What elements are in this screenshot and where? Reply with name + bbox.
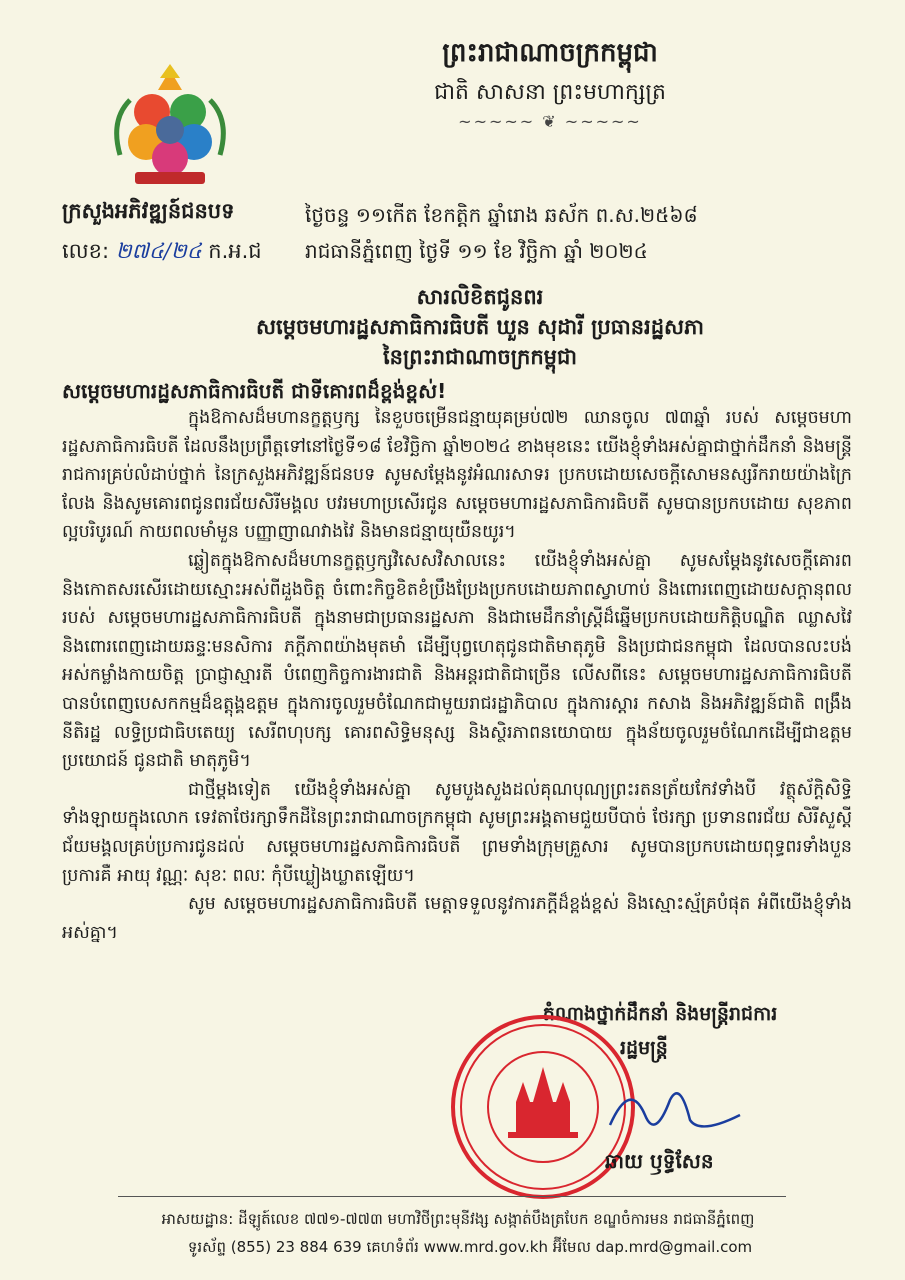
reference-number-label: លេខ: [62,239,110,263]
body-paragraph-4: សូម សម្តេចមហារដ្ឋសភាធិការធិបតី មេត្តាទទួលនូវការភក្តីដ៏ខ្ពង់ខ្ពស់ និងស្មោះស្ម័គ្របំផុត អំពីយើងខ្ញុំទាំងអស់គ្នា។ [62,894,852,943]
salutation: សម្តេចមហារដ្ឋសភាធិការធិបតី ជាទីគោរពដ៏ខ្ពង់ខ្ពស់! [62,379,447,403]
signature-block-title: តំណាងថ្នាក់ដឹកនាំ និងមន្ត្រីរាជការ [542,1003,778,1025]
handwritten-signature-icon [600,1070,750,1150]
footer-contact: ទូរស័ព្ទ (855) 23 884 639 គេហទំព័រ www.mrd.gov.kh អ៊ីមែល dap.mrd@gmail.com [187,1238,753,1256]
signatory-role: រដ្ឋមន្ត្រី [620,1037,668,1059]
ministry-name: ក្រសួងអភិវឌ្ឍន៍ជនបទ [62,199,235,223]
title-line-3: នៃព្រះរាជាណាចក្រកម្ពុជា [382,345,577,369]
body-paragraph-1: ក្នុងឱកាសដ៏មហានក្ខត្តឫក្ស នៃខួបចម្រើនជន្មាយុគម្រប់៧២ ឈានចូល ៧៣ឆ្នាំ របស់ សម្តេចមហារដ្ឋសភាធិការធិបតី ដែលនឹងប្រព្រឹត្តទៅនៅថ្ងៃទី១៨ ខែវិច្ឆិកា ឆ្នាំ២០២៤ ខាងមុខនេះ យើងខ្ញុំទាំងអស់គ្នាជាថ្នាក់ដឹកនាំ និងមន្ត្រីរាជការគ្រប់លំដាប់ថ្នាក់ នៃក្រសួងអភិវឌ្ឍន៍ជនបទ សូមសម្តែងនូវអំណរសាទរ ប្រកបដោយសេចក្តីសោមនស្សរីករាយយ៉ាងក្រៃលែង និងសូមគោរពជូនពរជ័យសិរីមង្គល បវរមហាប្រសើរជូន សម្តេចមហារដ្ឋសភាធិការធិបតី សូមបានប្រកបដោយ សុខភាពល្អបរិបូរណ៍ កាយពលមាំមួន បញ្ញាញាណវាងវៃ និងមានជន្មាយុយឺនយូរ។ [62,408,852,543]
national-motto: ជាតិ សាសនា ព្រះមហាក្សត្រ [434,80,666,105]
reference-number-value: ២៧៤/២៤ [115,239,202,263]
letter-title [130,282,830,372]
footer-divider [118,1196,786,1197]
reference-number-suffix: ក.អ.ជ [208,239,262,263]
footer-address: អាសយដ្ឋាន: ដីឡូត៍លេខ ៧៧១-៧៧៣ មហាវិថីព្រះមុនីវង្ស សង្កាត់បឹងត្របែក ខណ្ឌចំការមន រាជធានីភ្នំពេញ [161,1210,755,1228]
solar-date: រាជធានីភ្នំពេញ ថ្ងៃទី ១១ ខែ វិច្ឆិកា ឆ្នាំ ២០២៤ [305,239,648,263]
kingdom-title: ព្រះរាជាណាចក្រកម្ពុជា [442,38,658,68]
letter-body [62,404,852,947]
title-line-2: សម្តេចមហារដ្ឋសភាធិការធិបតី ឃួន សុដារី ប្រធានរដ្ឋសភា [255,315,705,339]
signatory-name: ឆាយ ឫទ្ធិសែន [605,1149,714,1173]
body-paragraph-3: ជាថ្មីម្តងទៀត យើងខ្ញុំទាំងអស់គ្នា សូមបួងសួងដល់គុណបុណ្យព្រះរតនត្រ័យកែវទាំងបី វត្ថុស័ក្តិសិទ្ធិទាំងឡាយក្នុងលោក ទេវតាថែរក្សាទឹកដីនៃព្រះរាជាណាចក្រកម្ពុជា សូមព្រះអង្គតាមជួយបីបាច់ ថែរក្សា ប្រទានពរជ័យ សិរីសួស្តី ជ័យមង្គលគ្រប់ប្រការជូនដល់ សម្តេចមហារដ្ឋសភាធិការធិបតី ព្រមទាំងក្រុមគ្រួសារ សូមបានប្រកបដោយពុទ្ធពរទាំងបួនប្រការគឺ អាយុ វណ្ណៈ សុខៈ ពលៈ កុំបីឃ្លៀងឃ្លាតឡើយ។ [62,779,852,886]
lunar-date: ថ្ងៃចន្ទ ១១កើត ខែកត្តិក ឆ្នាំរោង ឆស័ក ព.ស.២៥៦៨ [305,203,698,227]
reference-number [62,238,262,269]
ministry-logo-icon [100,60,240,190]
ornament-divider: ~~~~~ ❦ ~~~~~ [458,112,642,131]
body-paragraph-2: ឆ្លៀតក្នុងឱកាសដ៏មហានក្ខត្តឫក្សវិសេសវិសាលនេះ យើងខ្ញុំទាំងអស់គ្នា សូមសម្តែងនូវសេចក្តីគោរព និងកោតសរសើរដោយស្មោះអស់ពីដួងចិត្ត ចំពោះកិច្ចខិតខំប្រឹងប្រែងប្រកបដោយភាពស្វាហាប់ និងពោរពេញដោយសក្តានុពលរបស់ សម្តេចមហារដ្ឋសភាធិការធិបតី ក្នុងនាមជាប្រធានរដ្ឋសភា និងជាមេដឹកនាំស្ត្រីដ៏ឆ្នើមប្រកបដោយកិត្តិបណ្ឌិត ឈ្លាសវៃ និងពោរពេញដោយឆន្ទៈមនសិការ ភក្តីភាពយ៉ាងមុតមាំ ដើម្បីបុព្វហេតុជូនជាតិមាតុភូមិ និងប្រជាជនកម្ពុជា ដែលបានលះបង់អស់កម្លាំងកាយចិត្ត ប្រាជ្ញាស្មារតី បំពេញកិច្ចការងារជាតិ និងអន្តរជាតិជាច្រើន លើសពីនេះ សម្តេចមហារដ្ឋសភាធិការធិបតី បានបំពេញបេសកកម្មដ៏ឧត្តុង្គឧត្តម ក្នុងការចូលរួមចំណែកជាមួយរាជរដ្ឋាភិបាល ក្នុងការស្តារ កសាង និងអភិវឌ្ឍន៍ជាតិ ពង្រឹងនីតិរដ្ឋ លទ្ធិប្រជាធិបតេយ្យ សេរីពហុបក្ស គោរពសិទ្ធិមនុស្ស និងស្ថិរភាពនយោបាយ ក្នុងន័យចូលរួមចំណែកដើម្បីជាឧត្តមប្រយោជន៍ ជូនជាតិ មាតុភូមិ។ [62,550,852,772]
title-line-1: សារលិខិតជូនពរ [416,285,544,309]
